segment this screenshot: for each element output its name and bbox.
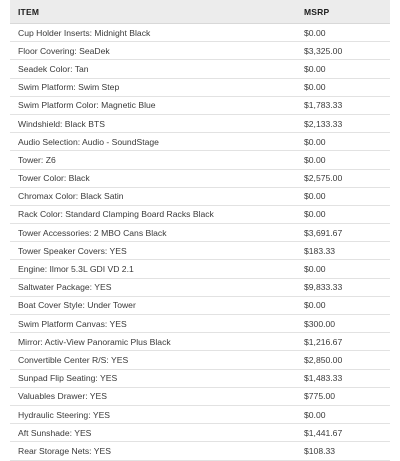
item-cell: Swim Platform: Swim Step (10, 78, 296, 96)
item-cell: Valuables Drawer: YES (10, 387, 296, 405)
msrp-cell: $0.00 (296, 205, 390, 223)
item-cell: Windshield: Black BTS (10, 114, 296, 132)
table-body (10, 24, 390, 461)
item-cell: Aft Sunshade: YES (10, 424, 296, 442)
table-row (10, 205, 390, 223)
table-row (10, 351, 390, 369)
item-cell: Tower Speaker Covers: YES (10, 242, 296, 260)
msrp-cell: $1,783.33 (296, 96, 390, 114)
options-price-table (10, 0, 390, 461)
msrp-cell: $3,325.00 (296, 42, 390, 60)
item-cell: Boat Cover Style: Under Tower (10, 296, 296, 314)
msrp-cell: $108.33 (296, 442, 390, 460)
item-cell: Tower Accessories: 2 MBO Cans Black (10, 224, 296, 242)
item-cell: Tower Color: Black (10, 169, 296, 187)
msrp-cell: $0.00 (296, 260, 390, 278)
msrp-cell: $0.00 (296, 78, 390, 96)
table-row (10, 96, 390, 114)
table-row (10, 169, 390, 187)
msrp-cell: $2,133.33 (296, 114, 390, 132)
table-row (10, 387, 390, 405)
table-row (10, 78, 390, 96)
table-row (10, 24, 390, 42)
msrp-cell: $0.00 (296, 405, 390, 423)
item-cell: Engine: Ilmor 5.3L GDI VD 2.1 (10, 260, 296, 278)
table-row (10, 315, 390, 333)
msrp-cell: $1,441.67 (296, 424, 390, 442)
msrp-cell: $1,216.67 (296, 333, 390, 351)
msrp-cell: $0.00 (296, 60, 390, 78)
item-cell: Swim Platform Canvas: YES (10, 315, 296, 333)
table-row (10, 442, 390, 460)
table-row (10, 224, 390, 242)
msrp-column-header: MSRP (296, 0, 390, 24)
table-row (10, 60, 390, 78)
table-row (10, 333, 390, 351)
item-cell: Swim Platform Color: Magnetic Blue (10, 96, 296, 114)
item-cell: Cup Holder Inserts: Midnight Black (10, 24, 296, 42)
table-row (10, 405, 390, 423)
item-cell: Chromax Color: Black Satin (10, 187, 296, 205)
table-row (10, 114, 390, 132)
table-row (10, 187, 390, 205)
msrp-cell: $3,691.67 (296, 224, 390, 242)
msrp-cell: $0.00 (296, 151, 390, 169)
msrp-cell: $0.00 (296, 187, 390, 205)
header-row (10, 0, 390, 24)
msrp-cell: $0.00 (296, 24, 390, 42)
item-cell: Tower: Z6 (10, 151, 296, 169)
table-row (10, 133, 390, 151)
table-row (10, 242, 390, 260)
msrp-cell: $9,833.33 (296, 278, 390, 296)
item-cell: Saltwater Package: YES (10, 278, 296, 296)
table-row (10, 278, 390, 296)
table-row (10, 369, 390, 387)
item-cell: Rack Color: Standard Clamping Board Racks Black (10, 205, 296, 223)
msrp-cell: $1,483.33 (296, 369, 390, 387)
msrp-cell: $183.33 (296, 242, 390, 260)
msrp-cell: $2,575.00 (296, 169, 390, 187)
options-table-container (10, 0, 390, 461)
item-cell: Hydraulic Steering: YES (10, 405, 296, 423)
table-row (10, 424, 390, 442)
msrp-cell: $775.00 (296, 387, 390, 405)
item-cell: Floor Covering: SeaDek (10, 42, 296, 60)
item-cell: Audio Selection: Audio - SoundStage (10, 133, 296, 151)
msrp-cell: $0.00 (296, 296, 390, 314)
table-row (10, 260, 390, 278)
table-header (10, 0, 390, 24)
msrp-cell: $300.00 (296, 315, 390, 333)
table-row (10, 151, 390, 169)
item-cell: Seadek Color: Tan (10, 60, 296, 78)
item-cell: Mirror: Activ-View Panoramic Plus Black (10, 333, 296, 351)
item-column-header: ITEM (10, 0, 296, 24)
item-cell: Sunpad Flip Seating: YES (10, 369, 296, 387)
item-cell: Rear Storage Nets: YES (10, 442, 296, 460)
msrp-cell: $2,850.00 (296, 351, 390, 369)
msrp-cell: $0.00 (296, 133, 390, 151)
table-row (10, 296, 390, 314)
item-cell: Convertible Center R/S: YES (10, 351, 296, 369)
table-row (10, 42, 390, 60)
